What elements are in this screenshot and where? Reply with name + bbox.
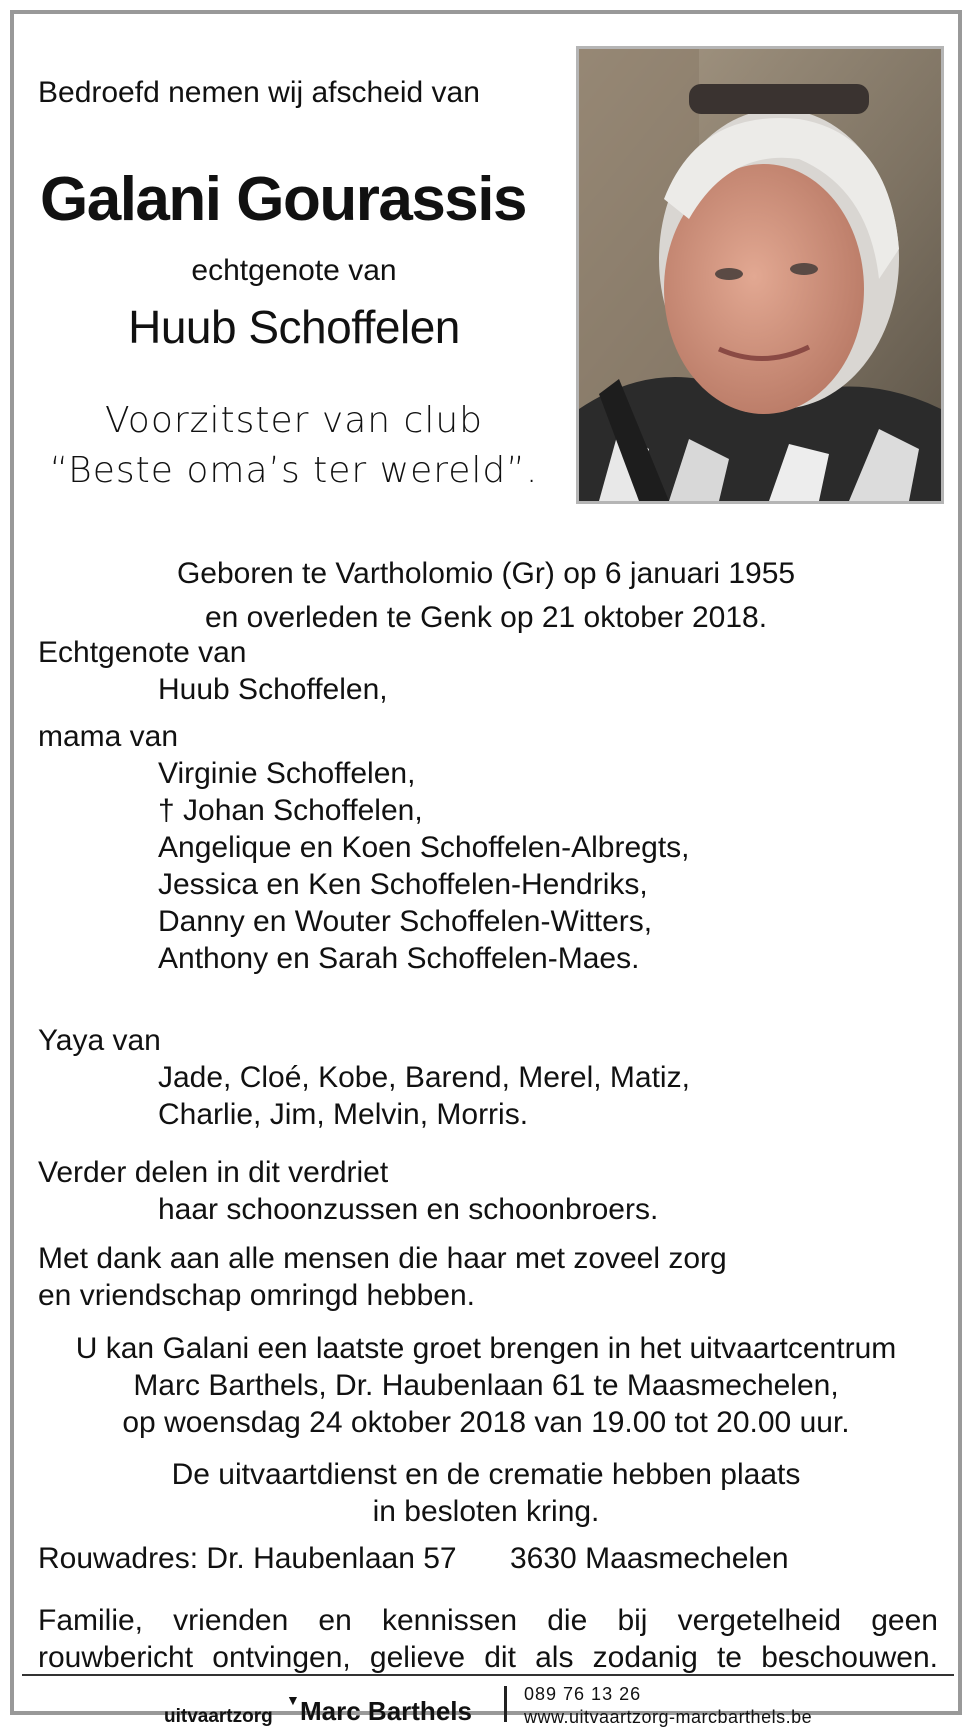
intro-text: Bedroefd nemen wij afscheid van — [38, 76, 480, 109]
spouse-block-label: Echtgenote van — [38, 636, 247, 669]
children-block — [38, 718, 690, 977]
footer-brand-name: Marc Barthels — [300, 1696, 472, 1726]
club-line-2: “Beste oma’s ter wereld”. — [49, 450, 539, 491]
child-name: Jessica en Ken Schoffelen-Hendriks, — [158, 868, 648, 901]
thanks-line-1: Met dank aan alle mensen die haar met zoveel zorg — [38, 1242, 727, 1275]
grandchildren-block-label: Yaya van — [38, 1024, 161, 1057]
spouse-intro: echtgenote van — [191, 254, 397, 287]
footer-brand-prefix: uitvaartzorg — [164, 1706, 273, 1727]
club-text — [14, 396, 574, 496]
others-names: haar schoonzussen en schoonbroers. — [158, 1193, 659, 1226]
footer-separator — [504, 1686, 507, 1722]
birth-line: Geboren te Vartholomio (Gr) op 6 januari 1955 — [176, 557, 796, 590]
thanks-text — [38, 1240, 727, 1314]
portrait-photo — [576, 46, 944, 504]
grandchildren-block — [38, 1022, 690, 1133]
visitation-text — [14, 1330, 958, 1441]
grandchildren-names: Charlie, Jim, Melvin, Morris. — [158, 1098, 529, 1131]
mourning-address: Rouwadres: Dr. Haubenlaan 57 — [38, 1542, 457, 1575]
visitation-line-3: op woensdag 24 oktober 2018 van 19.00 tot 20.00 uur. — [122, 1406, 850, 1439]
children-block-label: mama van — [38, 720, 179, 753]
others-block-label: Verder delen in dit verdriet — [38, 1156, 389, 1189]
grandchildren-names: Jade, Cloé, Kobe, Barend, Merel, Matiz, — [158, 1061, 690, 1094]
spouse-block-name: Huub Schoffelen, — [158, 673, 388, 706]
death-line: en overleden te Genk op 21 oktober 2018. — [204, 601, 768, 634]
footer-phone: 089 76 13 26 — [524, 1684, 642, 1704]
footer-website[interactable]: www.uitvaartzorg-marcbarthels.be — [524, 1707, 813, 1727]
child-name: Danny en Wouter Schoffelen-Witters, — [158, 905, 653, 938]
visitation-line-1: U kan Galani een laatste groet brengen in het uitvaartcentrum — [75, 1332, 897, 1365]
visitation-line-2: Marc Barthels, Dr. Haubenlaan 61 te Maasmechelen, — [133, 1369, 839, 1402]
child-name: Anthony en Sarah Schoffelen-Maes. — [158, 942, 640, 975]
service-line-1: De uitvaartdienst en de crematie hebben plaats — [171, 1458, 801, 1491]
brand-triangle-icon: ▼ — [286, 1692, 300, 1708]
club-line-1: Voorzitster van club — [104, 400, 484, 441]
child-name: Virginie Schoffelen, — [158, 757, 416, 790]
spouse-block — [38, 634, 388, 708]
notice-text: Familie, vrienden en kennissen die bij vergetelheid geen rouwbericht ontvingen, gelieve dit als zodanig te beschouwen. — [38, 1604, 938, 1674]
portrait-illustration — [579, 49, 941, 501]
deceased-name: Galani Gourassis — [40, 165, 526, 234]
child-name: Angelique en Koen Schoffelen-Albregts, — [158, 831, 690, 864]
birth-death-text — [14, 552, 958, 640]
service-line-2: in besloten kring. — [372, 1495, 600, 1528]
spouse-name: Huub Schoffelen — [128, 301, 460, 353]
service-text — [14, 1456, 958, 1530]
footer-divider — [22, 1674, 954, 1676]
child-name: † Johan Schoffelen, — [158, 794, 423, 827]
others-block — [38, 1154, 658, 1228]
mourning-address-city: 3630 Maasmechelen — [510, 1542, 789, 1575]
thanks-line-2: en vriendschap omringd hebben. — [38, 1279, 475, 1312]
death-notice-card — [10, 10, 962, 1727]
